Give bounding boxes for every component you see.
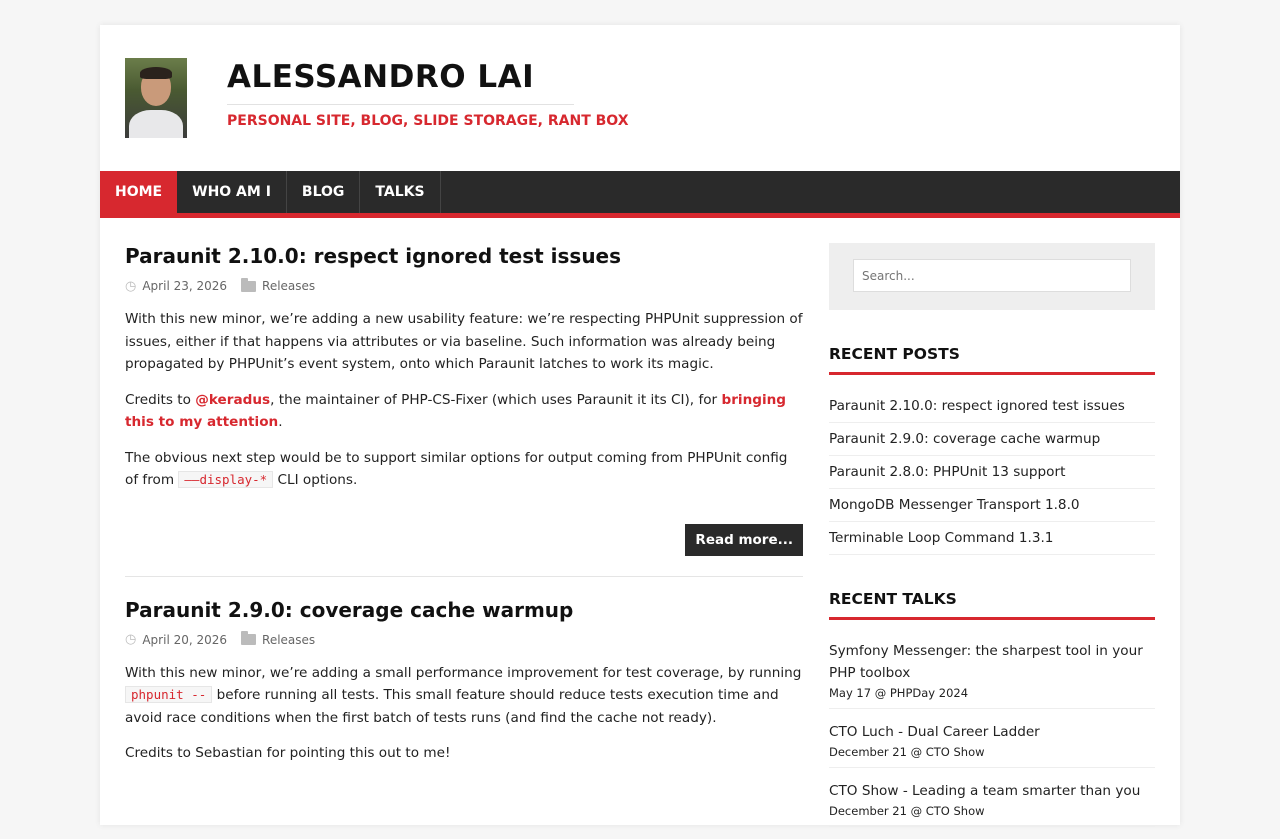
read-more-button[interactable]: Read more... [685,524,803,556]
talk-link[interactable]: CTO Luch - Dual Career Ladder [829,724,1040,740]
keradus-link[interactable]: @keradus [195,391,271,408]
inline-code: ––display-* [178,471,273,488]
recent-post-link[interactable]: Terminable Loop Command 1.3.1 [829,522,1155,555]
post [125,597,803,765]
recent-post-link[interactable]: MongoDB Messenger Transport 1.8.0 [829,489,1155,522]
recent-post-link[interactable]: Paraunit 2.9.0: coverage cache warmup [829,423,1155,456]
post-title[interactable]: Paraunit 2.9.0: coverage cache warmup [125,597,574,622]
recent-post-link[interactable]: Paraunit 2.8.0: PHPUnit 13 support [829,456,1155,489]
main-nav [100,171,1180,218]
post-meta [125,277,803,295]
post-paragraph: With this new minor, we’re adding a new usability feature: we’re respecting PHPUnit suppression of issues, either if that happens via attributes or via baseline. Such information was already being propagated by PHPUnit’s event system, onto which Paraunit latches to work its magic. [125,311,803,372]
inline-code: phpunit -- [125,686,212,703]
sidebar [829,243,1155,839]
talk-date: December 21 @ CTO Show [829,745,985,759]
attention-link[interactable]: bringing this to my attention [125,391,787,430]
talk-link[interactable]: Symfony Messenger: the sharpest tool in your PHP toolbox [829,643,1143,681]
post-paragraph: The obvious next step would be to support similar options for output coming from PHPUnit config of from ––display-* CLI options. [125,449,788,488]
page-wrapper [100,25,1180,825]
post-category[interactable]: Releases [262,279,316,293]
post-date[interactable]: April 23, 2026 [142,279,228,293]
nav-item-home[interactable]: HOME [100,171,177,213]
folder-icon [241,281,256,292]
nav-item-talks[interactable]: TALKS [360,171,440,213]
nav-item-who-am-i[interactable]: WHO AM I [177,171,287,213]
post-date[interactable]: April 20, 2026 [142,632,228,647]
title-divider [227,104,574,105]
talk-link[interactable]: CTO Show - Leading a team smarter than you [829,783,1141,799]
recent-talks-list [829,640,1155,827]
post-category[interactable]: Releases [262,632,316,647]
talk-item [829,721,1155,768]
talk-date: December 21 @ CTO Show [829,804,985,818]
clock-icon: ◷ [125,632,137,647]
post-title[interactable]: Paraunit 2.10.0: respect ignored test issues [125,244,622,268]
talk-item [829,780,1155,827]
search-widget [829,243,1155,310]
recent-talks-title: RECENT TALKS [829,589,1155,620]
main-content [125,243,803,765]
post-paragraph: Credits to @keradus, the maintainer of PHP-CS-Fixer (which uses Paraunit it its CI), for bringing this to my attention. [125,391,787,430]
clock-icon: ◷ [125,278,137,294]
site-description: PERSONAL SITE, BLOG, SLIDE STORAGE, RANT BOX [227,113,629,129]
recent-posts-title: RECENT POSTS [829,344,1155,375]
recent-post-link[interactable]: Paraunit 2.10.0: respect ignored test issues [829,393,1155,423]
post-paragraph: With this new minor, we’re adding a small performance improvement for test coverage, by running phpunit -- before running all tests. This small feature should reduce tests execution time and avoid race conditions when the first batch of tests runs (and find the cache not ready). [125,664,802,726]
post-paragraph: Credits to Sebastian for pointing this out to me! [125,745,451,761]
avatar[interactable] [125,58,187,138]
recent-posts-list [829,393,1155,555]
talk-item [829,640,1155,709]
post-divider [125,576,803,577]
nav-item-blog[interactable]: BLOG [287,171,361,213]
post [125,243,803,556]
folder-icon [241,634,256,645]
talk-date: May 17 @ PHPDay 2024 [829,686,969,700]
post-meta [125,631,803,649]
site-title[interactable]: ALESSANDRO LAI [227,59,535,95]
search-input[interactable] [853,259,1131,292]
